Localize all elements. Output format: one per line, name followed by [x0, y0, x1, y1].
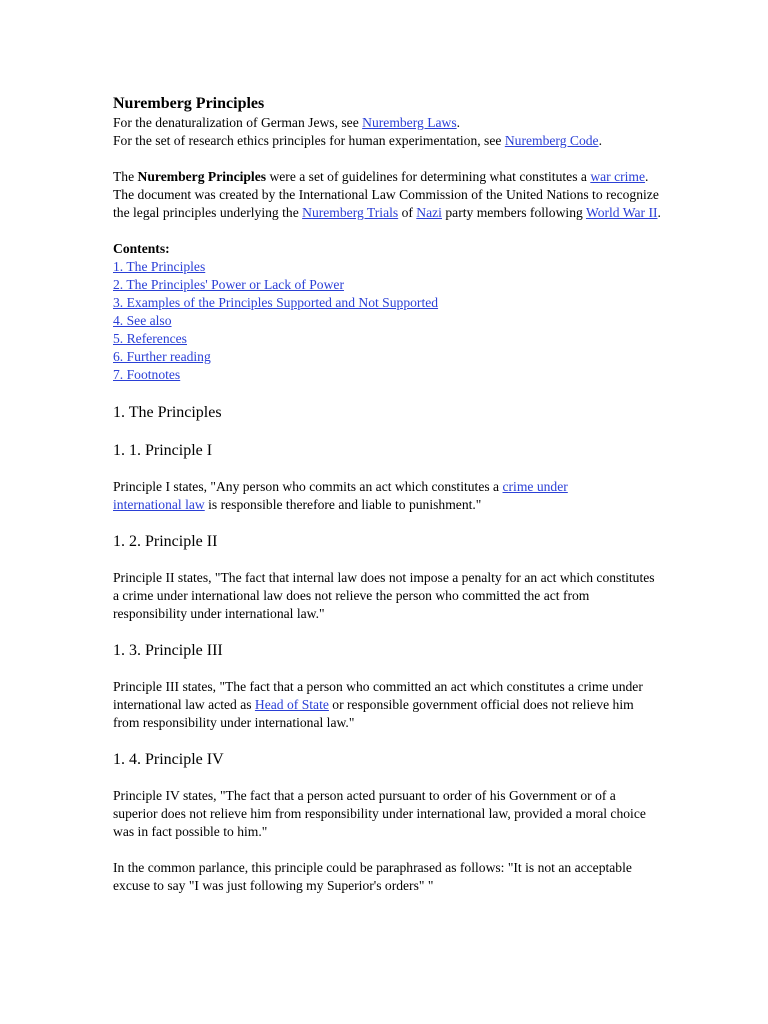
heading-principle-4: 1. 4. Principle IV [113, 751, 224, 768]
principle-1-quote: Principle I states, "Any person who commits an act which constitutes a [113, 479, 503, 494]
page-title: Nuremberg Principles [113, 95, 265, 112]
principle-3-quote: Principle III states, "The fact that a person who committed an act which constitutes a crime under international law acted as [113, 679, 643, 712]
heading-principle-3: 1. 3. Principle III [113, 642, 223, 659]
toc-link-references[interactable]: 5. References [113, 331, 187, 346]
intro-paragraph [113, 168, 661, 222]
table-of-contents [113, 258, 673, 384]
principle-4-paraphrase: In the common parlance, this principle could be paraphrased as follows: "It is not an acceptable excuse to say "I was just following my Superior's orders" " [113, 860, 632, 893]
principle-2-text: Principle II states, "The fact that internal law does not impose a penalty for an act which constitutes a crime under international law does not relieve the person who committed the act from responsibility under international law." [113, 570, 655, 621]
intro-text: party members following [441, 205, 586, 220]
document-body [113, 94, 673, 895]
link-world-war-ii[interactable]: World War II [585, 205, 658, 220]
link-nuremberg-laws[interactable]: Nuremberg Laws [362, 115, 457, 130]
intro-text: The [113, 169, 138, 184]
principle-4-text: Principle IV states, "The fact that a person acted pursuant to order of his Government or of a superior does not relieve him from responsibility under international law, provided a moral choice was in fact possible to him." [113, 788, 646, 839]
intro-text: . The document was created by the International Law Commission of the United Nations to recognize the legal principles underlying the [113, 169, 659, 220]
hatnote-text: For the denaturalization of German Jews, see [113, 115, 363, 130]
section-heading-principles: 1. The Principles [113, 404, 222, 421]
heading-principle-2: 1. 2. Principle II [113, 533, 218, 550]
toc-link-power[interactable]: 2. The Principles' Power or Lack of Power [113, 277, 344, 292]
principle-3-text [113, 678, 648, 732]
principle-1-text [113, 478, 633, 514]
hatnote-text: For the set of research ethics principles for human experimentation, see [113, 133, 505, 148]
contents-label: Contents: [113, 241, 170, 256]
toc-link-further-reading[interactable]: 6. Further reading [113, 349, 211, 364]
link-nazi[interactable]: Nazi [416, 205, 442, 220]
hatnote-punct: . [456, 115, 461, 130]
toc-link-examples[interactable]: 3. Examples of the Principles Supported and Not Supported [113, 295, 439, 310]
link-nuremberg-trials[interactable]: Nuremberg Trials [302, 205, 399, 220]
link-crime-under-international-law[interactable]: crime under international law [113, 479, 568, 512]
intro-text: were a set of guidelines for determining what constitutes a [266, 169, 591, 184]
hatnote-punct: . [598, 133, 602, 148]
intro-bold-term: Nuremberg Principles [137, 169, 267, 184]
principle-1-quote-end: is responsible therefore and liable to punishment." [204, 497, 482, 512]
intro-text: . [657, 205, 661, 220]
toc-link-footnotes[interactable]: 7. Footnotes [113, 367, 181, 382]
hatnote-laws [113, 114, 673, 132]
link-nuremberg-code[interactable]: Nuremberg Code [504, 133, 599, 148]
link-war-crime[interactable]: war crime [590, 169, 646, 184]
link-head-of-state[interactable]: Head of State [254, 697, 329, 712]
toc-link-principles[interactable]: 1. The Principles [113, 259, 206, 274]
toc-link-see-also[interactable]: 4. See also [113, 313, 172, 328]
principle-3-quote-end: or responsible government official does not relieve him from responsibility under international law." [113, 697, 634, 730]
intro-text: of [398, 205, 417, 220]
heading-principle-1: 1. 1. Principle I [113, 442, 213, 459]
hatnote-code [113, 132, 673, 150]
